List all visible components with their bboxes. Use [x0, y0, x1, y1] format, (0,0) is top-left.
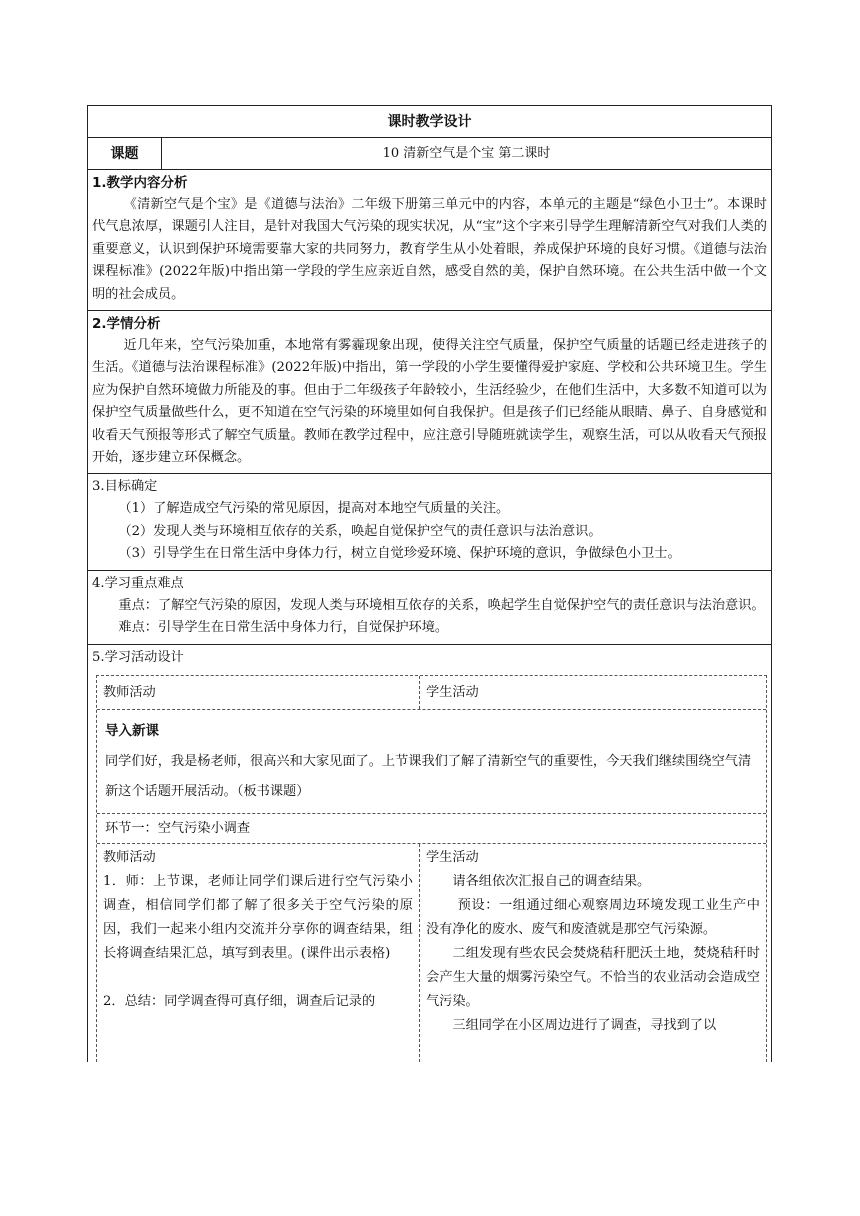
student-detail-label: 学生活动: [426, 849, 479, 865]
lesson-plan-table: [87, 105, 772, 1062]
teacher-detail-paragraph: 1．师：上节课，老师让同学们课后进行空气污染小调查，相信同学们都了解了很多关于空气污染的原因，我们一起来小组内交流并分享你的调查结果，组长将调查结果汇总，填写到表里。(课件出示表格): [103, 873, 413, 961]
key-point-text: 重点：了解空气污染的原因，发现人类与环境相互依存的关系，唤起学生自觉保护空气的责任意识与法治意识。: [118, 597, 765, 613]
goal-item: （3）引导学生在日常生活中身体力行，树立自觉珍爱环境、保护环境的意识，争做绿色小卫士。: [118, 546, 681, 562]
difficulty-text: 难点：引导学生在日常生活中身体力行，自觉保护环境。: [118, 620, 449, 636]
student-detail-cell: [420, 844, 766, 1062]
learner-analysis-heading: 2.学情分析: [92, 316, 161, 333]
activities-header-row: [97, 676, 766, 710]
learner-analysis-text: 近几年来，空气污染加重，本地常有雾霾现象出现，使得关注空气质量，保护空气质量的话题已经走进孩子的生活。《道德与法治课程标准》(2022年版)中指出，第一学段的小学生要懂得爱护家庭、学校和公共环境卫生。学生应为保护自然环境做力所能及的事。但由于二年级孩子年龄较小，生活经验少，在他们生活中，大多数不知道可以为保护空气质量做些什么，更不知道在空气污染的环境里如何自我保护。但是孩子们已经能从眼睛、鼻子、自身感觉和收看天气预报等形式了解空气质量。教师在教学过程中，应注意引导随班就读学生，观察生活，可以从收看天气预报开始，逐步建立环保概念。: [92, 338, 767, 466]
teacher-detail-cell: [97, 844, 420, 1062]
link1-title: 环节一：空气污染小调查: [97, 814, 766, 844]
activities-section: [88, 645, 771, 1062]
lesson-plan-page: [87, 105, 772, 1062]
teacher-detail-paragraph: 2．总结：同学调查得可真仔细，调查后记录的: [103, 993, 376, 1009]
intro-text: 同学们好，我是杨老师，很高兴和大家见面了。上节课我们了解了清新空气的重要性，今天我们继续围绕空气清新这个话题开展活动。（板书课题）: [105, 753, 752, 799]
intro-title: 导入新课: [105, 722, 159, 739]
activities-heading: 5.学习活动设计: [92, 649, 184, 665]
student-detail-paragraph: 请各组依次汇报自己的调查结果。: [452, 873, 651, 889]
learner-analysis-section: [88, 311, 771, 474]
goals-section: [88, 474, 771, 570]
student-detail-paragraph: 预设：一组通过细心观察周边环境发现工业生产中没有净化的废水、废气和废渣就是那空气污染源。: [426, 897, 760, 937]
teacher-column-header: 教师活动: [97, 676, 420, 709]
goals-heading: 3.目标确定: [92, 479, 158, 495]
key-points-section: [88, 571, 771, 645]
intro-block: [97, 710, 766, 814]
topic-label: 课题: [88, 138, 162, 169]
student-detail-paragraph: 三组同学在小区周边进行了调查，寻找到了以: [452, 1017, 717, 1033]
student-detail-paragraph: 二组发现有些农民会焚烧秸秆肥沃土地，焚烧秸秆时会产生大量的烟雾污染空气。不恰当的农业活动会造成空气污染。: [426, 945, 760, 1009]
topic-value: 10 清新空气是个宝 第二课时: [382, 146, 551, 161]
content-analysis-heading: 1.教学内容分析: [92, 175, 188, 191]
student-column-header: 学生活动: [426, 684, 479, 700]
topic-row: [88, 138, 771, 170]
teacher-detail-label: 教师活动: [103, 849, 156, 865]
content-analysis-section: [88, 170, 771, 311]
activities-table: [96, 675, 767, 1062]
goal-item: （2）发现人类与环境相互依存的关系，唤起自觉保护空气的责任意识与法治意识。: [118, 523, 602, 539]
link1-detail-row: [97, 844, 766, 1062]
document-title: 课时教学设计: [88, 106, 771, 138]
key-points-heading: 4.学习重点难点: [92, 575, 184, 591]
goal-item: （1）了解造成空气污染的常见原因，提高对本地空气质量的关注。: [118, 501, 510, 517]
content-analysis-text: 《清新空气是个宝》是《道德与法治》二年级下册第三单元中的内容，本单元的主题是“绿色小卫士”。本课时代气息浓厚，课题引人注目，是针对我国大气污染的现实状况，从“宝”这个字来引导学生理解清新空气对我们人类的重要意义，认识到保护环境需要靠大家的共同努力，教育学生从小处着眼，养成保护环境的良好习惯。《道德与法治课程标准》(2022年版)中指出第一学段的学生应亲近自然，感受自然的美，保护自然环境。在公共生活中做一个文明的社会成员。: [92, 197, 767, 302]
